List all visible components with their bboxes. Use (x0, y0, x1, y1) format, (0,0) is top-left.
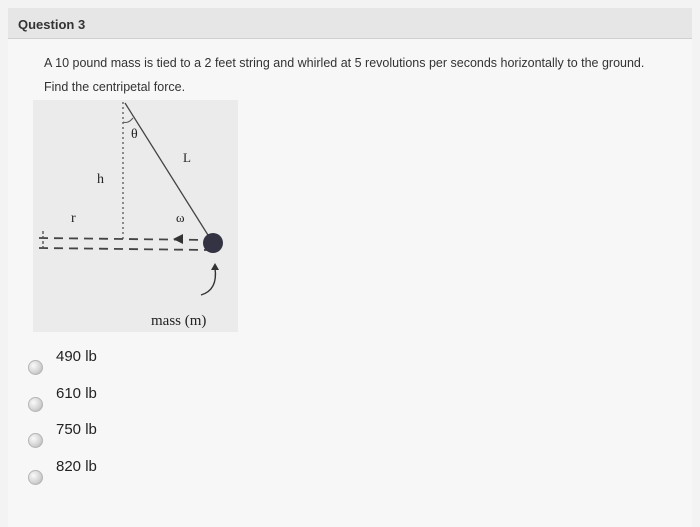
question-text-line-2: Find the centripetal force. (44, 80, 186, 94)
answer-option-label: 490 lb (56, 348, 97, 365)
omega-label: ω (176, 210, 185, 225)
mass-label: mass (m) (151, 313, 207, 329)
height-label: h (97, 172, 104, 187)
motion-arrow-head-icon (211, 263, 219, 270)
theta-label: θ (131, 127, 138, 142)
question-text-line-1: A 10 pound mass is tied to a 2 feet string and whirled at 5 revolutions per seconds horizontally to the ground. (44, 56, 645, 70)
radius-label: r (71, 211, 76, 226)
motion-arrow (201, 268, 215, 295)
angle-arc (123, 118, 133, 123)
question-title: Question 3 (18, 17, 86, 32)
answer-option-label: 610 lb (56, 385, 97, 402)
radio-button[interactable] (28, 470, 43, 485)
orbit-path-line (39, 248, 209, 250)
radio-button[interactable] (28, 360, 43, 375)
arrow-head-icon (173, 234, 183, 244)
answer-option-label: 820 lb (56, 458, 97, 475)
length-label: L (183, 150, 191, 165)
answer-option-label: 750 lb (56, 421, 97, 438)
answer-option-1[interactable] (28, 348, 148, 372)
string-line (125, 103, 213, 243)
answer-option-4[interactable] (28, 458, 148, 482)
radio-button[interactable] (28, 433, 43, 448)
pendulum-diagram (33, 100, 238, 332)
question-header (8, 8, 692, 39)
radius-line (39, 238, 209, 240)
answer-option-3[interactable] (28, 421, 148, 445)
mass-ball (203, 233, 223, 253)
conical-pendulum-figure (33, 100, 238, 332)
answer-option-2[interactable] (28, 385, 148, 409)
radio-button[interactable] (28, 397, 43, 412)
